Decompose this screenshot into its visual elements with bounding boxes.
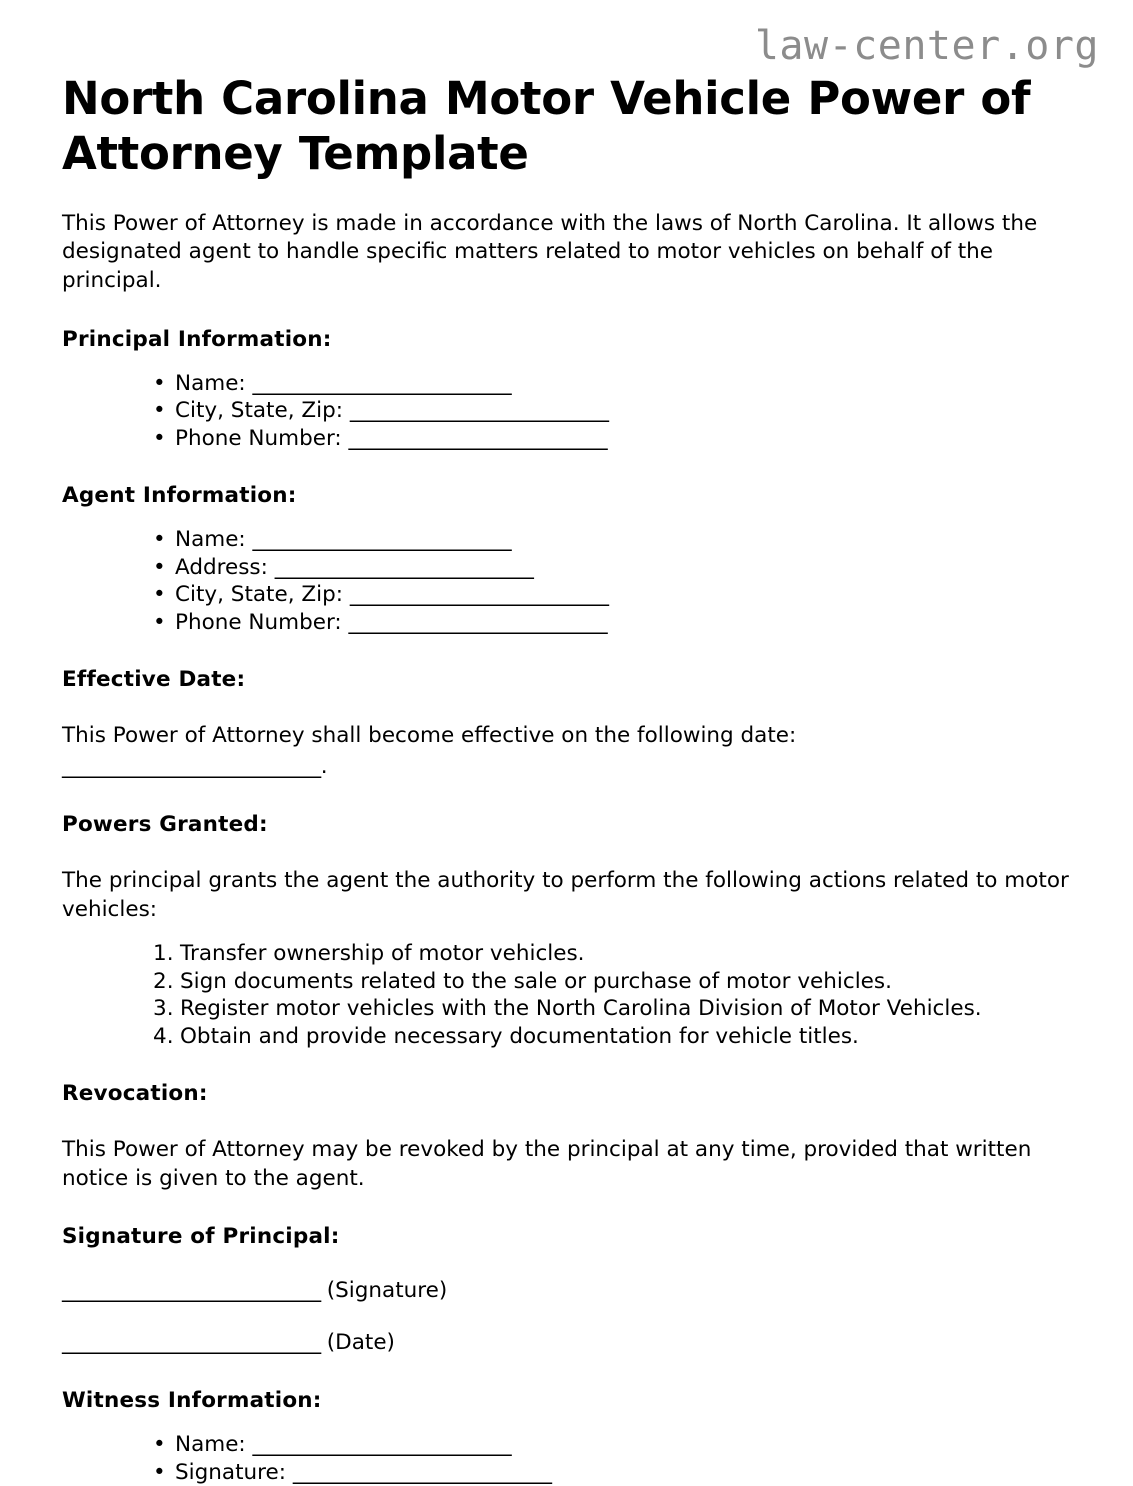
list-item bbox=[62, 609, 1072, 637]
principal-signature-line bbox=[62, 1251, 1072, 1305]
list-item bbox=[62, 968, 1072, 996]
list-item bbox=[62, 370, 1072, 398]
list-item-label: Transfer ownership of motor vehicles. bbox=[180, 941, 585, 967]
section-heading-powers-granted: Powers Granted: bbox=[62, 812, 268, 838]
witness-information-field-list bbox=[62, 1415, 1072, 1486]
field-label: City, State, Zip: bbox=[175, 582, 343, 608]
list-item bbox=[62, 1431, 1072, 1459]
principal-date-line bbox=[62, 1305, 1072, 1357]
field-label: Name: bbox=[175, 1432, 246, 1458]
signature-blank-line[interactable]: _________________________ bbox=[62, 1278, 321, 1304]
section-heading-witness-information: Witness Information: bbox=[62, 1388, 322, 1414]
list-number-marker bbox=[153, 995, 174, 1023]
list-item bbox=[62, 581, 1072, 609]
field-label: Signature: bbox=[175, 1459, 286, 1485]
field-label: Phone Number: bbox=[175, 609, 342, 635]
page-title: North Carolina Motor Vehicle Power of Attorney Template bbox=[62, 72, 1031, 180]
field-blank-line[interactable]: _________________________ bbox=[252, 1432, 512, 1458]
field-blank-line[interactable]: _________________________ bbox=[274, 554, 534, 580]
bullet-icon: • bbox=[153, 526, 166, 552]
field-label: Phone Number: bbox=[175, 425, 342, 451]
agent-information-field-list bbox=[62, 510, 1072, 636]
intro-paragraph: This Power of Attorney is made in accordance with the laws of North Carolina. It allows the designated agent to handle specific matters related to motor vehicles on behalf of the principal. bbox=[62, 210, 1038, 293]
field-blank-line[interactable]: _________________________ bbox=[348, 609, 608, 635]
field-blank-line[interactable]: _________________________ bbox=[349, 582, 609, 608]
field-label: Address: bbox=[175, 554, 268, 580]
field-blank-line[interactable]: _________________________ bbox=[349, 398, 609, 424]
list-item-label: Obtain and provide necessary documentation for vehicle titles. bbox=[180, 1023, 859, 1049]
signature-caption: (Signature) bbox=[326, 1278, 448, 1304]
field-label: Name: bbox=[175, 526, 246, 552]
list-item bbox=[62, 425, 1072, 453]
powers-granted-list bbox=[62, 924, 1072, 1050]
field-blank-line[interactable]: _________________________ bbox=[252, 370, 512, 396]
field-label: City, State, Zip: bbox=[175, 398, 343, 424]
effective-date-text: This Power of Attorney shall become effective on the following date: bbox=[62, 722, 797, 748]
powers-granted-intro: The principal grants the agent the authority to perform the following actions related to motor vehicles: bbox=[62, 868, 1069, 922]
list-item-label: Register motor vehicles with the North Carolina Division of Motor Vehicles. bbox=[180, 996, 982, 1022]
effective-date-blank-line[interactable]: _________________________. bbox=[62, 753, 328, 779]
principal-information-field-list bbox=[62, 354, 1072, 453]
bullet-icon: • bbox=[153, 425, 166, 451]
section-heading-effective-date: Effective Date: bbox=[62, 667, 246, 693]
section-heading-agent-information: Agent Information: bbox=[62, 483, 297, 509]
list-item-label: Sign documents related to the sale or purchase of motor vehicles. bbox=[180, 968, 892, 994]
list-item bbox=[62, 397, 1072, 425]
list-number-marker bbox=[153, 968, 174, 996]
list-item bbox=[62, 1023, 1072, 1051]
revocation-text: This Power of Attorney may be revoked by the principal at any time, provided that written notice is given to the agent. bbox=[62, 1137, 1032, 1191]
date-caption: (Date) bbox=[326, 1330, 395, 1356]
list-item bbox=[62, 554, 1072, 582]
bullet-icon: • bbox=[153, 554, 166, 580]
field-label: Name: bbox=[175, 370, 246, 396]
list-number-marker bbox=[153, 940, 174, 968]
bullet-icon: • bbox=[153, 398, 166, 424]
date-blank-line[interactable]: _________________________ bbox=[62, 1330, 321, 1356]
list-number-marker bbox=[153, 1023, 174, 1051]
section-heading-revocation: Revocation: bbox=[62, 1081, 208, 1107]
bullet-icon: • bbox=[153, 609, 166, 635]
list-item bbox=[62, 526, 1072, 554]
list-item bbox=[62, 1459, 1072, 1486]
bullet-icon: • bbox=[153, 1459, 166, 1485]
bullet-icon: • bbox=[153, 370, 166, 396]
field-blank-line[interactable]: _________________________ bbox=[292, 1459, 552, 1485]
section-heading-principal-information: Principal Information: bbox=[62, 326, 332, 352]
field-blank-line[interactable]: _________________________ bbox=[252, 526, 512, 552]
bullet-icon: • bbox=[153, 1432, 166, 1458]
site-watermark: law-center.org bbox=[754, 23, 1099, 69]
bullet-icon: • bbox=[153, 582, 166, 608]
list-item bbox=[62, 995, 1072, 1023]
field-blank-line[interactable]: _________________________ bbox=[348, 425, 608, 451]
list-item bbox=[62, 940, 1072, 968]
section-heading-signature-of-principal: Signature of Principal: bbox=[62, 1224, 340, 1250]
